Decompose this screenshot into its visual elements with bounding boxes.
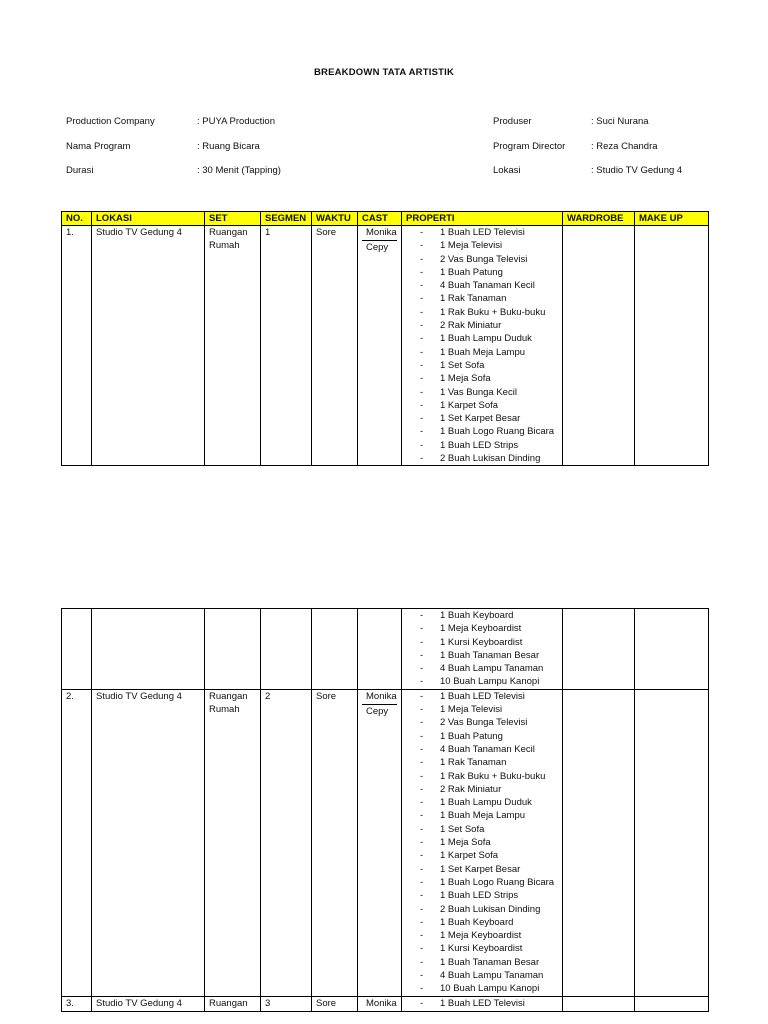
header-lokasi: LOKASI — [92, 212, 205, 226]
header-makeup: MAKE UP — [635, 212, 709, 226]
properti-item: - 4 Buah Tanaman Kecil — [420, 279, 558, 292]
header-no: NO. — [62, 212, 92, 226]
cell-makeup — [635, 689, 709, 996]
cell-no: 2. — [62, 689, 92, 996]
properti-item: - 1 Meja Televisi — [420, 239, 558, 252]
table-body-page-2 — [62, 609, 709, 1012]
cell-cast — [358, 689, 402, 996]
properti-item: - 1 Buah Tanaman Besar — [420, 649, 558, 662]
cell-set — [205, 609, 261, 690]
cast-name: Monika — [366, 690, 397, 702]
cell-cast — [358, 226, 402, 466]
cell-wardrobe — [563, 689, 635, 996]
properti-item: - 1 Buah Logo Ruang Bicara — [420, 876, 558, 889]
cell-wardrobe — [563, 609, 635, 690]
properti-item: - 1 Buah Patung — [420, 266, 558, 279]
breakdown-table-page-1 — [61, 211, 709, 466]
cell-cast — [358, 609, 402, 690]
cell-properti — [402, 689, 563, 996]
properti-item: - 1 Meja Keyboardist — [420, 929, 558, 942]
production-company-value: : PUYA Production — [197, 116, 275, 127]
cell-lokasi: Studio TV Gedung 4 — [92, 689, 205, 996]
cell-properti — [402, 609, 563, 690]
properti-list — [406, 690, 558, 996]
properti-item: - 1 Set Karpet Besar — [420, 412, 558, 425]
properti-item: - 1 Rak Tanaman — [420, 292, 558, 305]
properti-item: - 1 Vas Bunga Kecil — [420, 386, 558, 399]
table-row — [62, 689, 709, 996]
cast-name: Cepy — [362, 704, 397, 719]
properti-item: - 2 Buah Lukisan Dinding — [420, 903, 558, 916]
properti-item: - 1 Buah LED Strips — [420, 439, 558, 452]
header-waktu: WAKTU — [312, 212, 358, 226]
properti-list — [406, 226, 558, 465]
nama-program-value: : Ruang Bicara — [197, 141, 260, 152]
cell-set: Ruangan Rumah — [205, 226, 261, 466]
cast-name: Monika — [366, 227, 397, 238]
cell-segmen: 3 — [261, 996, 312, 1011]
cell-makeup — [635, 996, 709, 1011]
cell-lokasi: Studio TV Gedung 4 — [92, 226, 205, 466]
durasi-value: : 30 Menit (Tapping) — [197, 165, 281, 176]
properti-item: - 1 Buah Keyboard — [420, 609, 558, 622]
properti-item: - 1 Kursi Keyboardist — [420, 636, 558, 649]
table-row — [62, 609, 709, 690]
lokasi-value: : Studio TV Gedung 4 — [591, 165, 683, 176]
produser-value: : Suci Nurana — [591, 116, 649, 127]
cell-waktu: Sore — [312, 689, 358, 996]
properti-item: - 2 Rak Miniatur — [420, 783, 558, 796]
properti-item: - 2 Vas Bunga Televisi — [420, 253, 558, 266]
nama-program-label: Nama Program — [66, 141, 131, 152]
properti-item: - 1 Meja Sofa — [420, 372, 558, 385]
properti-item: - 1 Meja Keyboardist — [420, 622, 558, 635]
properti-item: - 1 Set Karpet Besar — [420, 863, 558, 876]
properti-item: - 1 Set Sofa — [420, 359, 558, 372]
properti-item: - 2 Buah Lukisan Dinding — [420, 452, 558, 465]
lokasi-label: Lokasi — [493, 165, 521, 176]
cell-properti — [402, 996, 563, 1011]
properti-item: - 1 Buah LED Televisi — [420, 690, 558, 703]
produser-label: Produser — [493, 116, 532, 127]
properti-item: - 2 Vas Bunga Televisi — [420, 716, 558, 729]
table-body-page-1 — [62, 226, 709, 466]
cast-name: Monika — [366, 997, 397, 1009]
program-director-label: Program Director — [493, 141, 566, 152]
cell-set: Ruangan Rumah — [205, 689, 261, 996]
table-header-row — [62, 212, 709, 226]
properti-item: - 1 Meja Televisi — [420, 703, 558, 716]
cell-makeup — [635, 226, 709, 466]
properti-item: - 1 Set Sofa — [420, 823, 558, 836]
table-row — [62, 996, 709, 1011]
properti-item: - 1 Rak Tanaman — [420, 756, 558, 769]
properti-item: - 10 Buah Lampu Kanopi — [420, 982, 558, 995]
properti-item: - 1 Buah Meja Lampu — [420, 346, 558, 359]
properti-item: - 1 Karpet Sofa — [420, 849, 558, 862]
properti-item: - 1 Karpet Sofa — [420, 399, 558, 412]
properti-item: - 1 Buah Meja Lampu — [420, 809, 558, 822]
cell-makeup — [635, 609, 709, 690]
cell-lokasi: Studio TV Gedung 4 — [92, 996, 205, 1011]
cell-cast — [358, 996, 402, 1011]
header-cast: CAST — [358, 212, 402, 226]
properti-item: - 1 Buah Logo Ruang Bicara — [420, 425, 558, 438]
properti-item: - 1 Buah Lampu Duduk — [420, 796, 558, 809]
properti-item: - 1 Rak Buku + Buku-buku — [420, 770, 558, 783]
header-properti: PROPERTI — [402, 212, 563, 226]
properti-list — [406, 609, 558, 689]
cell-no — [62, 609, 92, 690]
cell-set: Ruangan — [205, 996, 261, 1011]
properti-item: - 1 Buah LED Televisi — [420, 226, 558, 239]
cell-waktu — [312, 609, 358, 690]
properti-item: - 1 Buah LED Strips — [420, 889, 558, 902]
cell-lokasi — [92, 609, 205, 690]
cast-name: Cepy — [362, 240, 397, 255]
cell-waktu: Sore — [312, 226, 358, 466]
properti-item: - 1 Buah Lampu Duduk — [420, 332, 558, 345]
properti-item: - 4 Buah Tanaman Kecil — [420, 743, 558, 756]
header-wardrobe: WARDROBE — [563, 212, 635, 226]
production-company-label: Production Company — [66, 116, 155, 127]
cell-segmen: 1 — [261, 226, 312, 466]
properti-item: - 1 Buah LED Televisi — [420, 997, 558, 1010]
durasi-label: Durasi — [66, 165, 94, 176]
program-director-value: : Reza Chandra — [591, 141, 658, 152]
cell-properti — [402, 226, 563, 466]
properti-item: - 4 Buah Lampu Tanaman — [420, 969, 558, 982]
header-segmen: SEGMEN — [261, 212, 312, 226]
properti-item: - 1 Meja Sofa — [420, 836, 558, 849]
properti-item: - 1 Rak Buku + Buku-buku — [420, 306, 558, 319]
properti-item: - 1 Buah Patung — [420, 730, 558, 743]
cell-waktu: Sore — [312, 996, 358, 1011]
properti-item: - 4 Buah Lampu Tanaman — [420, 662, 558, 675]
breakdown-table-page-2 — [61, 608, 709, 1012]
table-row — [62, 226, 709, 466]
properti-item: - 1 Buah Tanaman Besar — [420, 956, 558, 969]
header-set: SET — [205, 212, 261, 226]
cell-segmen — [261, 609, 312, 690]
properti-item: - 1 Kursi Keyboardist — [420, 942, 558, 955]
cell-wardrobe — [563, 996, 635, 1011]
cell-no: 1. — [62, 226, 92, 466]
cell-no: 3. — [62, 996, 92, 1011]
properti-item: - 10 Buah Lampu Kanopi — [420, 675, 558, 688]
properti-item: - 2 Rak Miniatur — [420, 319, 558, 332]
cell-wardrobe — [563, 226, 635, 466]
properti-list — [406, 997, 558, 1010]
document-title: BREAKDOWN TATA ARTISTIK — [313, 67, 455, 78]
properti-item: - 1 Buah Keyboard — [420, 916, 558, 929]
cell-segmen: 2 — [261, 689, 312, 996]
